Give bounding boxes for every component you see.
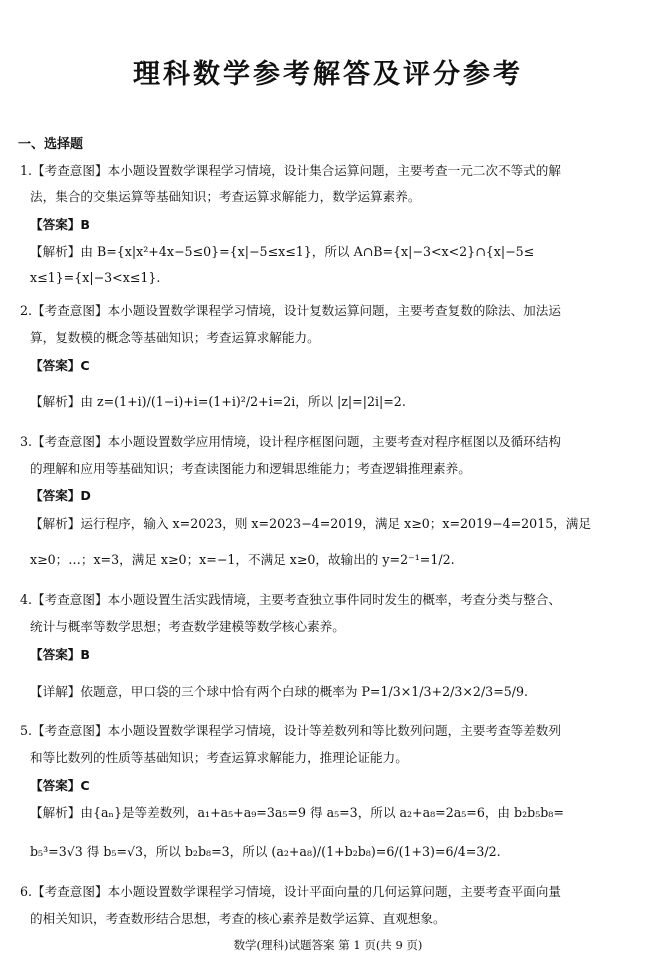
text-line: 【解析】由 z=(1+i)/(1−i)+i=(1+i)²/2+i=2i，所以 |z|=|2i|=2. (30, 394, 406, 409)
text-line: 1.【考查意图】本小题设置数学课程学习情境，设计集合运算问题，主要考查一元二次不等式的解 (20, 163, 561, 178)
text-line: 【解析】由{aₙ}是等差数列，a₁+a₅+a₉=3a₅=9 得 a₅=3，所以 a₂+a₈=2a₅=6，由 b₂b₅b₈= (30, 805, 564, 820)
section-heading: 一、选择题 (18, 137, 84, 152)
text-line: x≥0；…；x=3，满足 x≥0；x=−1，不满足 x≥0，故输出的 y=2⁻¹=1/2. (30, 552, 455, 567)
text-line: 5.【考查意图】本小题设置数学课程学习情境，设计等差数列和等比数列问题，主要考查等差数列 (20, 723, 561, 738)
answer-line: 【答案】D (30, 488, 91, 503)
text-line: 算，复数模的概念等基础知识；考查运算求解能力。 (30, 330, 320, 345)
text-line: 4.【考查意图】本小题设置生活实践情境，主要考查独立事件同时发生的概率，考查分类与整合、 (20, 592, 561, 607)
text-line: 【解析】由 B={x|x²+4x−5≤0}={x|−5≤x≤1}，所以 A∩B={x|−3<x<2}∩{x|−5≤ (30, 244, 535, 259)
page-footer: 数学(理科)试题答案 第 1 页(共 9 页) (233, 938, 423, 952)
text-line: 【解析】运行程序，输入 x=2023，则 x=2023−4=2019，满足 x≥0；x=2019−4=2015，满足 (30, 516, 591, 531)
text-line: 6.【考查意图】本小题设置数学课程学习情境，设计平面向量的几何运算问题，主要考查平面向量 (20, 884, 561, 899)
text-line: 统计与概率等数学思想；考查数学建模等数学核心素养。 (30, 619, 345, 634)
answer-line: 【答案】B (30, 647, 90, 662)
text-line: 【详解】依题意，甲口袋的三个球中恰有两个白球的概率为 P=1/3×1/3+2/3×2/3=5/9. (30, 684, 529, 699)
text-line: 的理解和应用等基础知识；考查读图能力和逻辑思维能力；考查逻辑推理素养。 (30, 461, 471, 476)
text-line: 的相关知识，考查数形结合思想，考查的核心素养是数学运算、直观想象。 (30, 911, 446, 926)
answer-line: 【答案】C (30, 358, 90, 373)
text-line: b₅³=3√3 得 b₅=√3，所以 b₂b₈=3，所以 (a₂+a₈)/(1+b₂b₈)=6/(1+3)=6/4=3/2. (30, 844, 501, 859)
text-line: 2.【考查意图】本小题设置数学课程学习情境，设计复数运算问题，主要考查复数的除法、加法运 (20, 303, 561, 318)
answer-line: 【答案】B (30, 217, 90, 232)
answer-line: 【答案】C (30, 778, 90, 793)
text-line: x≤1}={x|−3<x≤1}. (30, 270, 161, 285)
text-line: 3.【考查意图】本小题设置数学应用情境，设计程序框图问题，主要考查对程序框图以及循环结构 (20, 434, 561, 449)
document-title: 理科数学参考解答及评分参考 (133, 59, 523, 90)
text-line: 法，集合的交集运算等基础知识；考查运算求解能力，数学运算素养。 (30, 189, 421, 204)
text-line: 和等比数列的性质等基础知识；考查运算求解能力，推理论证能力。 (30, 750, 408, 765)
